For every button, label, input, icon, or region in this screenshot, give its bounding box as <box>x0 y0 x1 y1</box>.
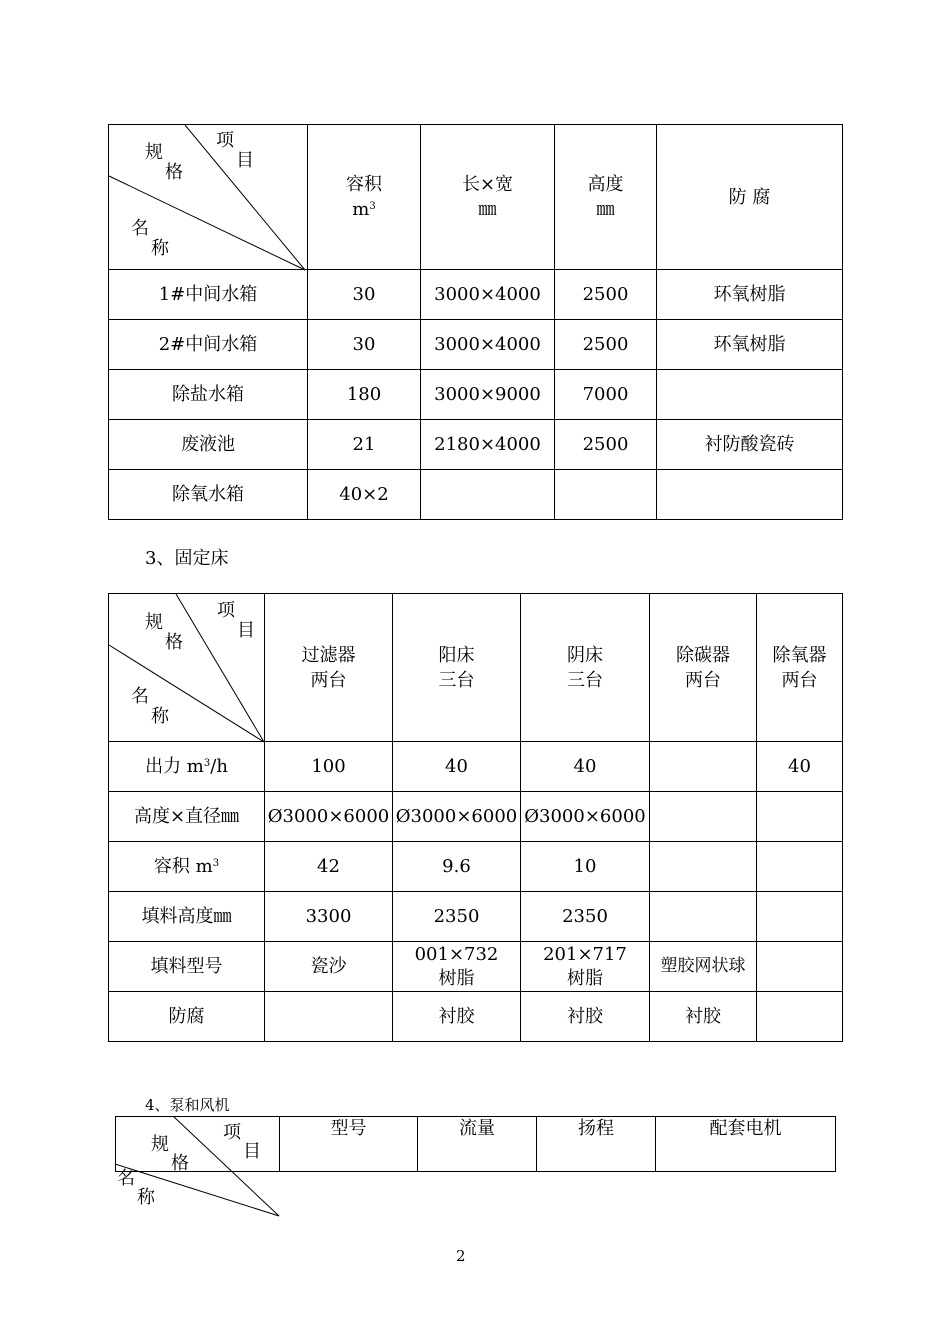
row-label-output: 出力 $m^3/h$ <box>109 742 265 792</box>
table-cell: 2350 <box>521 892 650 942</box>
header-deaerator: 除氧器 两台 <box>757 594 843 742</box>
table-cell: 7000 <box>555 370 657 420</box>
table-cell <box>421 470 555 520</box>
table-cell: 衬胶 <box>650 992 757 1042</box>
table-cell: 180 <box>308 370 421 420</box>
row-label-volume: 容积 $m^3$ <box>109 842 265 892</box>
table-cell: 2500 <box>555 320 657 370</box>
table-cell: 1#中间水箱 <box>109 270 308 320</box>
table-cell <box>555 470 657 520</box>
row-label-height-diameter: 高度×直径㎜ <box>109 792 265 842</box>
table-cell <box>265 992 393 1042</box>
table-row <box>109 792 843 842</box>
corner-item-char-2: 目 <box>236 150 254 171</box>
table-cell: 30 <box>308 270 421 320</box>
table-cell: 201×717 树脂 <box>521 942 650 992</box>
table-row <box>109 742 843 792</box>
table-cell: 30 <box>308 320 421 370</box>
section-title-fixed-bed: 3、固定床 <box>145 548 229 569</box>
header-head: 扬程 <box>537 1117 656 1172</box>
table-cell: 2180×4000 <box>421 420 555 470</box>
corner-spec-char-1: 规 <box>145 612 163 633</box>
table-cell: 2500 <box>555 420 657 470</box>
header-anticorrosion: 防 腐 <box>657 125 843 270</box>
row-label-fill-type: 填料型号 <box>109 942 265 992</box>
diagonal-lines <box>109 594 265 742</box>
corner-spec-char-2: 格 <box>165 162 183 183</box>
table-cell: 塑胶网状球 <box>650 942 757 992</box>
table-cell <box>757 892 843 942</box>
table-cell: 40×2 <box>308 470 421 520</box>
header-model: 型号 <box>280 1117 418 1172</box>
corner-name-char-2: 称 <box>151 238 169 259</box>
table-header-row <box>109 594 843 742</box>
table-cell: 2#中间水箱 <box>109 320 308 370</box>
table-cell: 40 <box>393 742 521 792</box>
table-cell <box>757 792 843 842</box>
corner-name-char-2: 称 <box>137 1187 155 1208</box>
table-row <box>109 420 843 470</box>
table-cell: Ø3000×6000 <box>521 792 650 842</box>
corner-spec-char-1: 规 <box>145 142 163 163</box>
table-cell: 3300 <box>265 892 393 942</box>
table-cell: 废液池 <box>109 420 308 470</box>
table-cell <box>757 942 843 992</box>
table-cell <box>650 842 757 892</box>
header-volume: 容积 $m^3$ <box>308 125 421 270</box>
page-number: 2 <box>456 1247 466 1265</box>
table-cell: 3000×9000 <box>421 370 555 420</box>
corner-item-char-2: 目 <box>243 1141 261 1162</box>
corner-name-char-2: 称 <box>151 706 169 727</box>
corner-item-char-1: 项 <box>217 600 235 621</box>
table-cell <box>650 792 757 842</box>
header-flow: 流量 <box>418 1117 537 1172</box>
table-header-row <box>109 125 843 270</box>
table-row <box>109 992 843 1042</box>
table-cell: 除氧水箱 <box>109 470 308 520</box>
table-row <box>109 270 843 320</box>
table-cell: 40 <box>521 742 650 792</box>
corner-item-char-1: 项 <box>216 130 234 151</box>
table-cell: 001×732 树脂 <box>393 942 521 992</box>
table-row <box>109 892 843 942</box>
fixed-bed-table <box>108 593 843 1042</box>
table-row <box>109 842 843 892</box>
header-decarbonizer: 除碳器 两台 <box>650 594 757 742</box>
table-cell: 2500 <box>555 270 657 320</box>
corner-spec-char-1: 规 <box>151 1134 169 1155</box>
header-length-width: 长×宽 ㎜ <box>421 125 555 270</box>
table-cell <box>657 470 843 520</box>
water-tank-table <box>108 124 843 520</box>
header-cation-bed: 阳床 三台 <box>393 594 521 742</box>
row-label-fill-height: 填料高度㎜ <box>109 892 265 942</box>
corner-name-char-1: 名 <box>131 686 149 707</box>
corner-name-char-1: 名 <box>131 218 149 239</box>
table-row <box>109 942 843 992</box>
table-cell: 10 <box>521 842 650 892</box>
table-cell: 除盐水箱 <box>109 370 308 420</box>
corner-item-char-2: 目 <box>237 620 255 641</box>
row-label-anticorrosion: 防腐 <box>109 992 265 1042</box>
table-cell: Ø3000×6000 <box>393 792 521 842</box>
table-cell: 100 <box>265 742 393 792</box>
header-filter: 过滤器 两台 <box>265 594 393 742</box>
table-cell <box>657 370 843 420</box>
table-cell: 21 <box>308 420 421 470</box>
table-cell: 3000×4000 <box>421 270 555 320</box>
header-height: 高度 ㎜ <box>555 125 657 270</box>
table-cell <box>757 842 843 892</box>
table-cell: 3000×4000 <box>421 320 555 370</box>
table-cell: 环氧树脂 <box>657 320 843 370</box>
table-row <box>109 470 843 520</box>
table-cell: 2350 <box>393 892 521 942</box>
table-cell <box>650 892 757 942</box>
table-cell: Ø3000×6000 <box>265 792 393 842</box>
corner-item-char-1: 项 <box>223 1122 241 1143</box>
table-cell <box>757 992 843 1042</box>
table-cell: 环氧树脂 <box>657 270 843 320</box>
corner-name-char-1: 名 <box>117 1168 135 1189</box>
diagonal-corner-cell <box>109 594 265 742</box>
corner-spec-char-2: 格 <box>171 1153 189 1174</box>
diagonal-corner-cell <box>109 125 308 270</box>
table-cell: 40 <box>757 742 843 792</box>
table-cell: 42 <box>265 842 393 892</box>
table-cell: 衬胶 <box>393 992 521 1042</box>
table-cell: 瓷沙 <box>265 942 393 992</box>
header-motor: 配套电机 <box>656 1117 836 1172</box>
table-cell: 衬胶 <box>521 992 650 1042</box>
table-cell: 9.6 <box>393 842 521 892</box>
header-anion-bed: 阴床 三台 <box>521 594 650 742</box>
section-title-pumps-fans: 4、泵和风机 <box>145 1096 230 1114</box>
corner-spec-char-2: 格 <box>165 632 183 653</box>
table-cell: 衬防酸瓷砖 <box>657 420 843 470</box>
table-row <box>109 320 843 370</box>
table-row <box>109 370 843 420</box>
diagonal-lines <box>109 125 308 270</box>
table-cell <box>650 742 757 792</box>
